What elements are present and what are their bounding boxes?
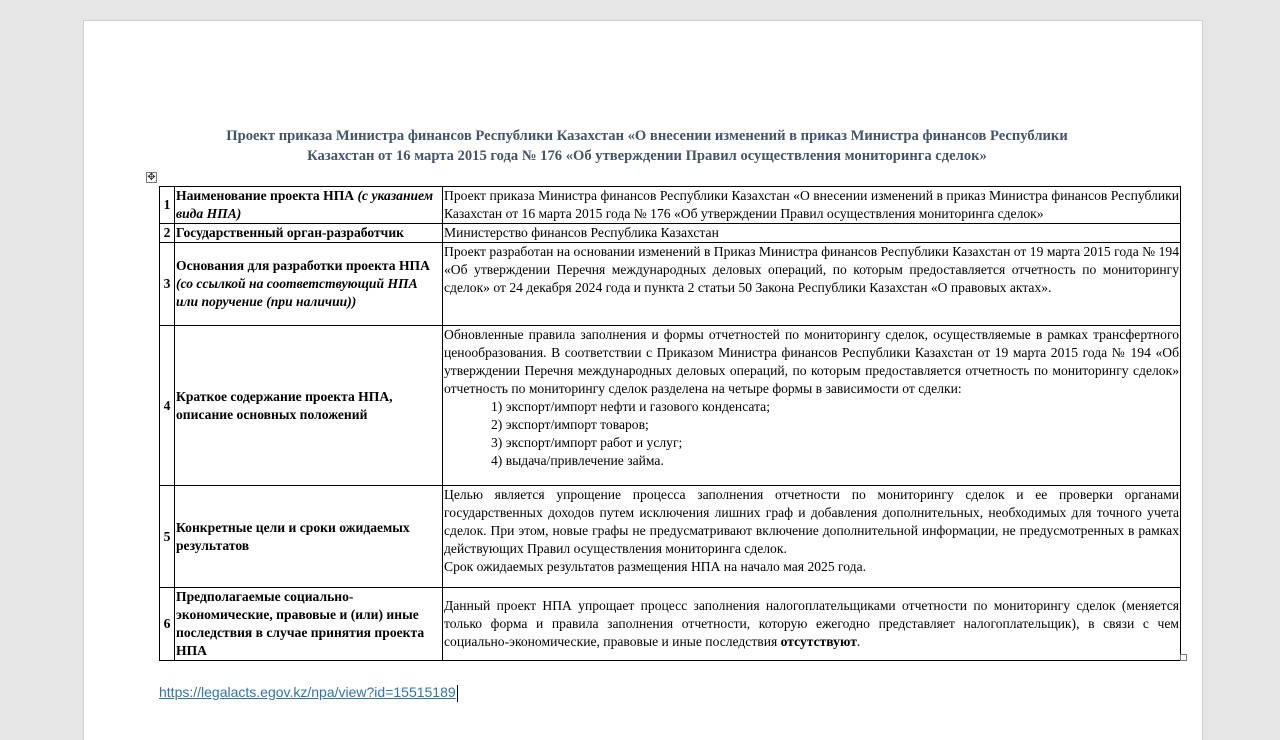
row-label: Государственный орган-разработчик <box>175 224 443 243</box>
row-value: Проект приказа Министра финансов Республики Казахстан «О внесении изменений в приказ Министра финансов Республики Казахстан от 16 марта 2015 года № 176 «Об утверждении Правил осуществления мониторинга сделок» <box>443 187 1181 224</box>
row-label: Конкретные цели и сроки ожидаемых результатов <box>175 486 443 588</box>
row-value: Министерство финансов Республика Казахстан <box>443 224 1181 243</box>
row-label-text: Наименование проекта НПА <box>176 188 355 203</box>
row-value-bold: отсутствуют <box>780 634 857 649</box>
row-value <box>443 326 1181 486</box>
document-page[interactable] <box>83 20 1203 740</box>
row-value-text: Обновленные правила заполнения и формы отчетностей по мониторингу сделок, осуществляемые в рамках трансфертного ценообразования. В соответствии с Приказом Министра финансов Республики Казахстан от 19 марта 2015 года № 194 «Об утверждении Перечня международных деловых операций, по которым предоставляется отчетность по мониторингу сделок» отчетность по мониторингу сделок разделена на четыре формы в зависимости от сделки: <box>444 327 1179 396</box>
row-value <box>443 486 1181 588</box>
row-label-italic: (со ссылкой на соответствующий НПА или поручение (при наличии)) <box>176 276 418 309</box>
row-value <box>443 588 1181 661</box>
row-number: 1 <box>160 187 175 224</box>
text-cursor <box>457 685 458 702</box>
npa-link[interactable] <box>159 684 458 702</box>
row-value-end: . <box>856 634 861 649</box>
title-line-2: Казахстан от 16 марта 2015 года № 176 «Об утверждении Правил осуществления мониторинга сделок» <box>307 148 987 164</box>
row-number: 5 <box>160 486 175 588</box>
row-label: Предполагаемые социально-экономические, правовые и (или) иные последствия в случае принятия проекта НПА <box>175 588 443 661</box>
row-number: 4 <box>160 326 175 486</box>
row-label <box>175 243 443 326</box>
list-item: 3) экспорт/импорт работ и услуг; <box>491 435 683 450</box>
row-value-deadline: Срок ожидаемых результатов размещения НПА на начало мая 2025 года. <box>444 559 867 574</box>
row-value-text: Целью является упрощение процесса заполнения отчетности по мониторингу сделок и ее проверки органами государственных доходов путем исключения лишних граф и добавления дополнительных, необходимых для точного учета сделок. При этом, новые графы не предусматривают включение дополнительной информации, не предусмотренных в рамках действующих Правил осуществления мониторинга сделок. <box>444 487 1179 556</box>
document-title <box>182 126 1112 166</box>
row-number: 3 <box>160 243 175 326</box>
row-label-italic: (с указанием вида НПА) <box>176 188 434 221</box>
table-resize-handle[interactable] <box>1180 654 1187 661</box>
list-item: 4) выдача/привлечение займа. <box>491 453 664 468</box>
row-number: 2 <box>160 224 175 243</box>
table-row <box>160 588 1181 661</box>
list-item: 2) экспорт/импорт товаров; <box>491 417 649 432</box>
row-value-text: Данный проект НПА упрощает процесс заполнения налогоплательщиками отчетности по мониторингу сделок (меняется только форма и правила заполнения отчетности, которую ежегодно представляет налогоплательщик), в связи с чем социально-экономические, правовые и иные последствия <box>444 598 1179 649</box>
row-number: 6 <box>160 588 175 661</box>
table-row <box>160 486 1181 588</box>
npa-link-text[interactable]: https://legalacts.egov.kz/npa/view?id=15515189 <box>159 684 456 700</box>
table-row <box>160 326 1181 486</box>
row-label: Краткое содержание проекта НПА, описание основных положений <box>175 326 443 486</box>
table-row <box>160 187 1181 224</box>
table-row <box>160 224 1181 243</box>
list-item: 1) экспорт/импорт нефти и газового конденсата; <box>491 399 770 414</box>
row-value: Проект разработан на основании изменений в Приказ Министра финансов Республики Казахстан от 19 марта 2015 года № 194 «Об утверждении Перечня международных деловых операций, по которым предоставляется отчетность по мониторингу сделок» от 24 декабря 2024 года и пункта 2 статьи 50 Закона Республики Казахстан «О правовых актах». <box>443 243 1181 326</box>
npa-table <box>159 186 1181 661</box>
title-line-1: Проект приказа Министра финансов Республики Казахстан «О внесении изменений в приказ Министра финансов Республики <box>226 128 1068 144</box>
row-label <box>175 187 443 224</box>
row-label-text: Основания для разработки проекта НПА <box>176 258 430 273</box>
move-arrows-icon[interactable]: ✥ <box>147 172 156 183</box>
table-row <box>160 243 1181 326</box>
